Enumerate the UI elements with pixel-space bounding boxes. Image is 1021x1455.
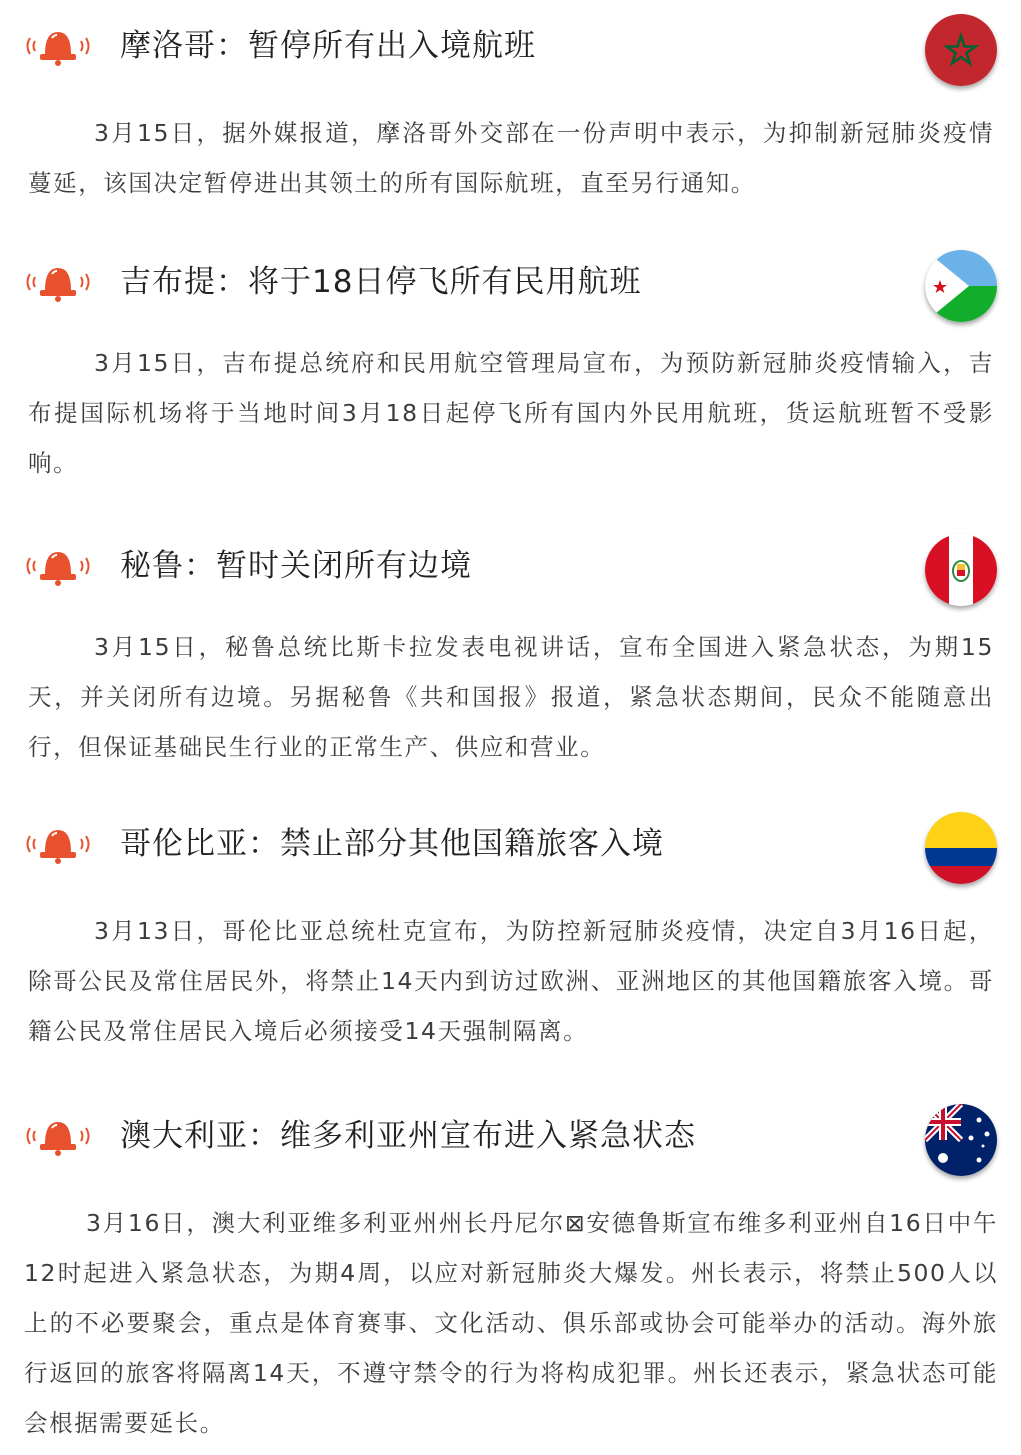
alarm-bell-icon bbox=[22, 544, 94, 588]
section-heading bbox=[0, 14, 1021, 94]
section-body: 3月15日，秘鲁总统比斯卡拉发表电视讲话，宣布全国进入紧急状态，为期15天，并关闭所有边境。另据秘鲁《共和国报》报道，紧急状态期间，民众不能随意出行，但保证基础民生行业的正常生产、供应和营业。 bbox=[28, 633, 994, 761]
alarm-bell-icon bbox=[22, 822, 94, 866]
morocco-flag-icon bbox=[925, 14, 997, 86]
section-body: 3月15日，吉布提总统府和民用航空管理局宣布，为预防新冠肺炎疫情输入，吉布提国际机场将于当地时间3月18日起停飞所有国内外民用航班，货运航班暂不受影响。 bbox=[28, 349, 994, 477]
alarm-bell-icon bbox=[22, 260, 94, 304]
section-heading bbox=[0, 812, 1021, 892]
peru-flag-icon bbox=[925, 534, 997, 606]
section-title: 澳大利亚：维多利亚州宣布进入紧急状态 bbox=[120, 1118, 696, 1154]
alarm-bell-icon bbox=[22, 24, 94, 68]
section-body: 3月13日，哥伦比亚总统杜克宣布，为防控新冠肺炎疫情，决定自3月16日起，除哥公民及常住居民外，将禁止14天内到访过欧洲、亚洲地区的其他国籍旅客入境。哥籍公民及常住居民入境后必须接受14天强制隔离。 bbox=[28, 917, 994, 1045]
djibouti-flag-icon bbox=[925, 250, 997, 322]
section-title: 秘鲁：暂时关闭所有边境 bbox=[120, 548, 472, 584]
section-title: 哥伦比亚：禁止部分其他国籍旅客入境 bbox=[120, 826, 664, 862]
section-heading bbox=[0, 534, 1021, 614]
section-body: 3月16日，澳大利亚维多利亚州州长丹尼尔⊠安德鲁斯宣布维多利亚州自16日中午12时起进入紧急状态，为期4周，以应对新冠肺炎大爆发。州长表示，将禁止500人以上的不必要聚会，重点是体育赛事、文化活动、俱乐部或协会可能举办的活动。海外旅行返回的旅客将隔离14天，不遵守禁令的行为将构成犯罪。州长还表示，紧急状态可能会根据需要延长。 bbox=[24, 1209, 998, 1437]
alarm-bell-icon bbox=[22, 1114, 94, 1158]
section-heading bbox=[0, 250, 1021, 330]
section-title: 吉布提：将于18日停飞所有民用航班 bbox=[120, 264, 642, 300]
section-body: 3月15日，据外媒报道，摩洛哥外交部在一份声明中表示，为抑制新冠肺炎疫情蔓延，该国决定暂停进出其领土的所有国际航班，直至另行通知。 bbox=[28, 119, 994, 197]
colombia-flag-icon bbox=[925, 812, 997, 884]
section-title: 摩洛哥：暂停所有出入境航班 bbox=[120, 28, 536, 64]
australia-flag-icon bbox=[925, 1104, 997, 1176]
section-heading bbox=[0, 1104, 1021, 1184]
